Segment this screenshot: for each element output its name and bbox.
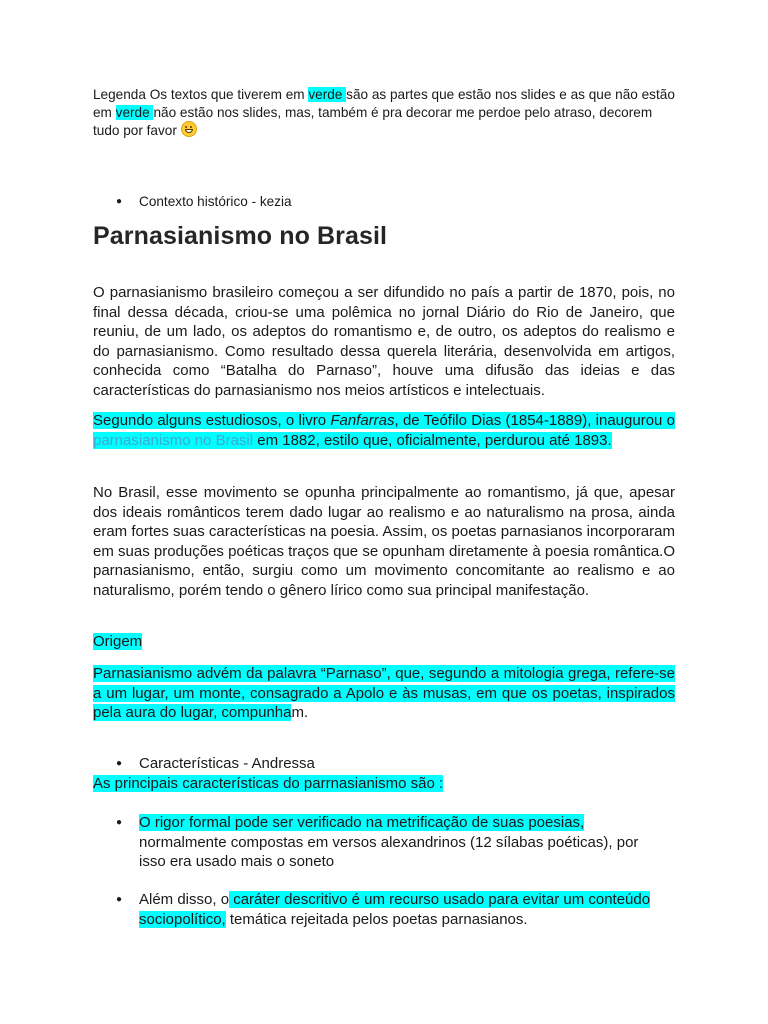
legend-verde-highlight: verde: [308, 87, 347, 102]
intro-highlight: As principais características do parrnasianismo são :: [93, 775, 444, 792]
list-item-carater-descritivo: [139, 890, 679, 929]
highlighted-text: O rigor formal pode ser verificado na metrificação de suas poesias,: [139, 814, 585, 831]
book-title: Fanfarras: [330, 412, 395, 429]
highlighted-text: [93, 412, 675, 449]
highlighted-text: caráter descritivo é um recurso usado para evitar um conteúdo sociopolítico,: [139, 891, 651, 928]
parnasianismo-link[interactable]: parnasianismo no Brasil: [93, 431, 254, 449]
origem-heading: [93, 632, 675, 652]
paragraph-fanfarras: [93, 411, 675, 450]
section-label-contexto: Contexto histórico - kezia: [139, 194, 292, 209]
text-span: Segundo alguns estudiosos, o livro: [93, 412, 331, 429]
legend-text: Legenda Os textos que tiverem em: [93, 87, 309, 102]
grinning-face-icon: [181, 121, 197, 137]
text-span: normalmente compostas em versos alexandrinos (12 sílabas poéticas), por isso era usado mais o soneto: [139, 833, 639, 870]
legend-note: [93, 86, 675, 140]
text-span: em 1882, estilo que, oficialmente, perdurou até 1893.: [253, 431, 612, 449]
paragraph-origem: [93, 664, 675, 723]
paragraph-no-brasil: No Brasil, esse movimento se opunha principalmente ao romantismo, já que, apesar dos ideais românticos terem dado lugar ao realismo e ao naturalismo na prosa, ainda eram fortes suas características na poesia. Assim, os poetas parnasianos incorporaram em suas produções poéticas traços que se opunham diretamente à poesia romântica.O parnasianismo, então, surgiu como um movimento concomitante ao realismo e ao naturalismo, porém tendo o gênero lírico como sua principal manifestação.: [93, 484, 675, 599]
characteristics-intro: [93, 774, 675, 794]
section-label-caracteristicas: Características - Andressa: [139, 755, 315, 772]
bullet-icon: ●: [116, 196, 123, 207]
bullet-icon: ●: [116, 894, 123, 905]
legend-text: são as partes que estão nos slides e as que não estão em: [93, 87, 675, 120]
text-span: , de Teófilo Dias (1854-1889), inaugurou o: [394, 412, 675, 429]
legend-text: não estão nos slides, mas, também é pra decorar me perdoe pelo atraso, decorem tudo por favor: [93, 104, 653, 138]
highlighted-text: Parnasianismo advém da palavra “Parnaso”, que, segundo a mitologia grega, refere-se a um lugar, um monte, consagrado a Apolo e às musas, em que os poetas, inspirados pela aura do lugar, compunha: [93, 665, 675, 721]
bullet-icon: ●: [116, 817, 123, 828]
legend-verde-highlight: verde: [115, 104, 154, 120]
page-title: Parnasianismo no Brasil: [93, 222, 388, 250]
text-span: m.: [291, 704, 309, 721]
bullet-icon: ●: [116, 758, 123, 769]
list-item-rigor-formal: [139, 813, 659, 872]
text-span: temática rejeitada pelos poetas parnasianos.: [225, 910, 528, 928]
text-span: Além disso, o: [139, 891, 230, 908]
paragraph-intro: O parnasianismo brasileiro começou a ser difundido no país a partir de 1870, pois, no final dessa década, criou-se uma polêmica no jornal Diário do Rio de Janeiro, que reuniu, de um lado, os adeptos do romantismo e, de outro, os adeptos do realismo e do parnasianismo. Como resultado dessa querela literária, desenvolvida em artigos, conhecida como “Batalha do Parnaso”, houve uma difusão das ideias e das características do parnasianismo nos meios artísticos e intelectuais.: [93, 284, 675, 399]
origem-label: Origem: [93, 633, 143, 650]
